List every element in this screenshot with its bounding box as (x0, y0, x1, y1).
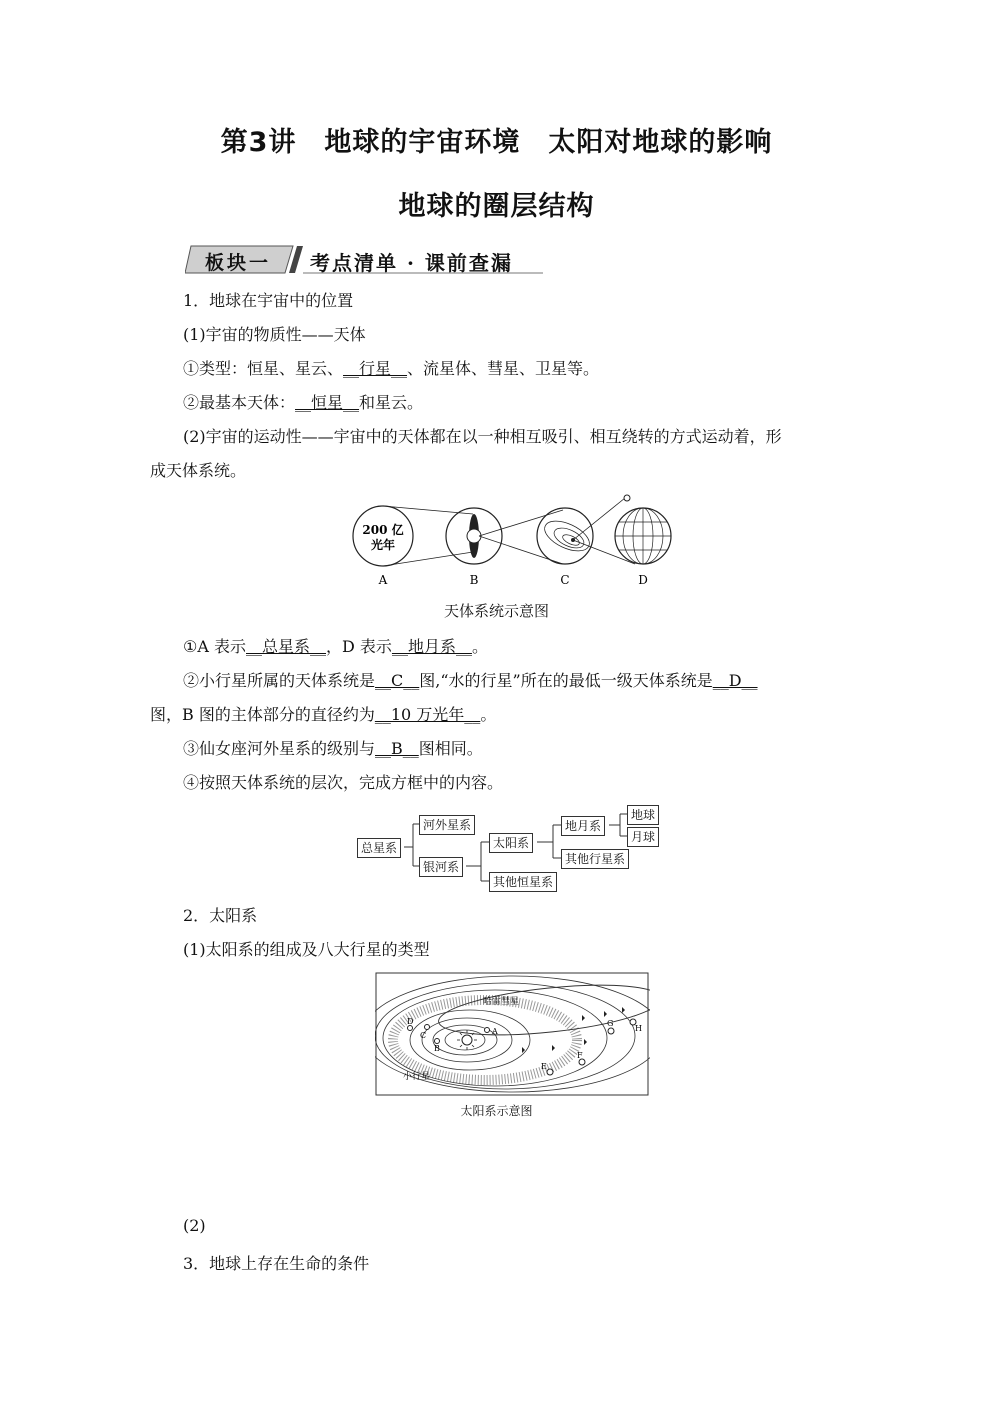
section1-heading: 1．地球在宇宙中的位置 (183, 291, 354, 310)
item-types (183, 359, 599, 379)
q2-line2-end: 。 (480, 705, 497, 724)
q1-prefix: ①A 表示 (183, 637, 246, 656)
question-2-line2 (150, 705, 496, 725)
planet-label-c: C (420, 1031, 427, 1040)
q2-answer-3: __10 万光年__ (374, 705, 481, 724)
question-1 (183, 637, 488, 657)
question-3 (183, 739, 483, 759)
label-c: C (560, 573, 570, 587)
section2-sub2: (2) (183, 1216, 206, 1235)
q2-mid: 图,“水的行星”所在的最低一级天体系统是 (419, 671, 713, 690)
section3-heading: 3．地球上存在生命的条件 (183, 1254, 370, 1273)
question-4: ④按照天体系统的层次，完成方框中的内容。 (183, 773, 504, 792)
q2-answer-1: __C__ (375, 671, 420, 690)
item-basic (183, 393, 423, 413)
planet-label-f: F (577, 1051, 583, 1060)
celestial-systems-diagram (345, 492, 685, 592)
hierarchy-tree (355, 802, 675, 897)
section1-sub2-line2: 成天体系统。 (150, 461, 247, 480)
banner-label: 板块一 (205, 252, 272, 274)
tree-node-solar-system: 太阳系 (489, 833, 533, 853)
q3-prefix: ③仙女座河外星系的级别与 (183, 739, 376, 758)
q3-suffix: 图相同。 (418, 739, 483, 758)
tree-node-other-planet-systems: 其他行星系 (561, 849, 629, 869)
item-basic-prefix: ②最基本天体： (183, 393, 296, 412)
label-d: D (638, 573, 648, 587)
q2-prefix: ②小行星所属的天体系统是 (183, 671, 376, 690)
section-banner (185, 243, 545, 276)
circle-a-text1: 200 亿 (362, 523, 404, 537)
q1-answer-d: __地月系__ (391, 637, 472, 656)
item-basic-suffix: 和星云。 (359, 393, 424, 412)
page-title: 第3讲 地球的宇宙环境 太阳对地球的影响 (220, 127, 773, 158)
solar-system-diagram (375, 972, 650, 1097)
figure1-caption: 天体系统示意图 (443, 602, 549, 620)
tree-node-total-galaxy: 总星系 (357, 838, 401, 858)
solar-system-figure (375, 972, 650, 1097)
question-2 (183, 671, 758, 691)
banner-subtitle: 考点清单 · 课前查漏 (310, 251, 513, 275)
tree-node-moon: 月球 (627, 827, 659, 847)
q3-answer: __B__ (375, 739, 419, 758)
planet-label-b: B (434, 1044, 440, 1053)
figure2-caption: 太阳系示意图 (460, 1104, 533, 1118)
celestial-systems-figure (345, 492, 685, 592)
item-types-prefix: ①类型：恒星、星云、 (183, 359, 344, 378)
asteroid-label: 小行星 (403, 1072, 431, 1082)
label-a: A (378, 573, 388, 587)
q1-answer-a: __总星系__ (246, 637, 327, 656)
tree-node-milky-way: 银河系 (419, 857, 463, 877)
q1-end: 。 (471, 637, 488, 656)
planet-label-h: H (635, 1024, 642, 1033)
q2-answer-2: __D__ (712, 671, 758, 690)
planet-label-g: G (607, 1019, 614, 1028)
tree-node-other-star-systems: 其他恒星系 (489, 872, 557, 892)
planet-label-d: D (407, 1017, 414, 1026)
item-types-answer: __行星__ (343, 359, 408, 378)
label-b: B (469, 573, 479, 587)
item-basic-answer: __恒星__ (295, 393, 360, 412)
comet-label: 哈雷彗星 (483, 997, 520, 1007)
tree-node-extragalactic: 河外星系 (419, 815, 475, 835)
planet-label-e: E (541, 1062, 547, 1071)
section2-sub1: (1)太阳系的组成及八大行星的类型 (183, 940, 430, 959)
circle-a-text2: 光年 (370, 538, 396, 552)
planet-label-a: A (492, 1027, 498, 1036)
section1-sub2-line1: (2)宇宙的运动性——宇宙中的天体都在以一种相互吸引、相互绕转的方式运动着，形 (183, 427, 782, 446)
section1-sub1: (1)宇宙的物质性——天体 (183, 325, 366, 344)
q1-mid: ，D 表示 (326, 637, 392, 656)
tree-node-earth-moon: 地月系 (561, 816, 605, 836)
page-subtitle: 地球的圈层结构 (398, 191, 595, 222)
tree-node-earth: 地球 (627, 805, 659, 825)
section2-heading: 2．太阳系 (183, 906, 258, 925)
item-types-suffix: 、流星体、彗星、卫星等。 (407, 359, 600, 378)
q2-line2-prefix: 图，B 图的主体部分的直径约为 (150, 705, 375, 724)
